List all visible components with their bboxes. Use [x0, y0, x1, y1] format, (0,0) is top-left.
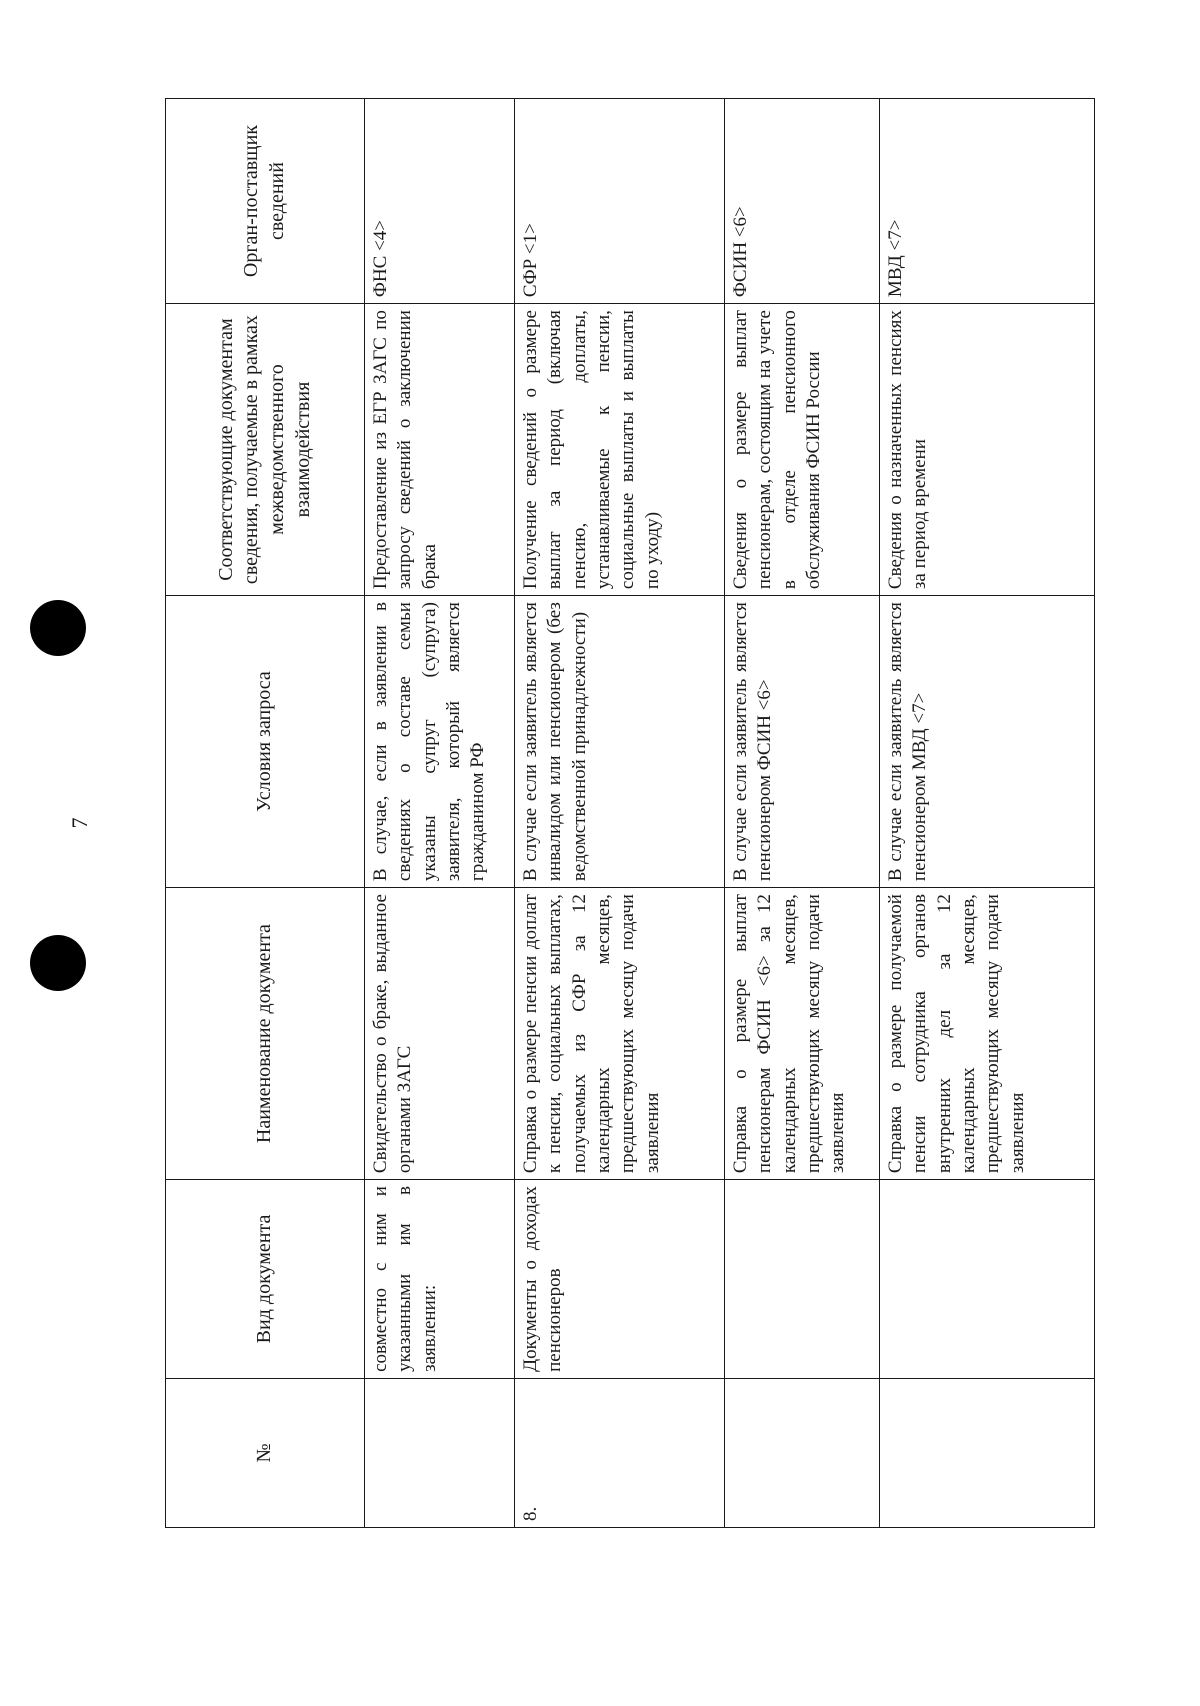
cell-kind: [725, 1180, 880, 1379]
cell-org: МВД <7>: [880, 99, 1095, 304]
table-row: [880, 99, 1095, 1528]
cell-num: [725, 1378, 880, 1527]
cell-kind: [880, 1180, 1095, 1379]
cell-org: ФСИН <6>: [725, 99, 880, 304]
table-header: [166, 99, 365, 1528]
cell-name: Справка о размере получаемой пенсии сотрудника органов внутренних дел за 12 календарных месяцев, предшествующих месяцу подачи заявления: [880, 888, 1095, 1180]
table-body: [365, 99, 1095, 1528]
punch-hole-bottom: [30, 935, 86, 991]
cell-num: 8.: [515, 1378, 725, 1527]
header-info: Соответствующие документам сведения, получаемые в рамках межведомственного взаимодействия: [166, 304, 365, 596]
cell-info: Получение сведений о размере выплат за период (включая пенсию, доплаты, устанавливаемые к пенсии, социальные выплаты и выплаты по уходу): [515, 304, 725, 596]
rotated-table-container: [165, 98, 1085, 1528]
cell-kind: Документы о доходах пенсионеров: [515, 1180, 725, 1379]
cell-conditions: В случае если заявитель является пенсионером МВД <7>: [880, 596, 1095, 888]
punch-hole-top: [30, 600, 86, 656]
cell-info: Сведения о размере выплат пенсионерам, состоящим на учете в отделе пенсионного обслуживания ФСИН России: [725, 304, 880, 596]
cell-info: Предоставление из ЕГР ЗАГС по запросу сведений о заключении брака: [365, 304, 515, 596]
cell-conditions: В случае если заявитель является пенсионером ФСИН <6>: [725, 596, 880, 888]
cell-num: [365, 1378, 515, 1527]
cell-name: Справка о размере пенсии доплат к пенсии, социальных выплатах, получаемых из СФР за 12 календарных месяцев, предшествующих месяцу подачи заявления: [515, 888, 725, 1180]
documents-table: [165, 98, 1095, 1528]
header-org: Орган-поставщик сведений: [166, 99, 365, 304]
table-row: [365, 99, 515, 1528]
cell-kind: совместно с ним и указанными им в заявлении:: [365, 1180, 515, 1379]
header-row: [166, 99, 365, 1528]
header-num: №: [166, 1378, 365, 1527]
table-row: [725, 99, 880, 1528]
header-kind: Вид документа: [166, 1180, 365, 1379]
cell-name: Справка о размере выплат пенсионерам ФСИН <6> за 12 календарных месяцев, предшествующих месяцу подачи заявления: [725, 888, 880, 1180]
cell-conditions: В случае, если в заявлении в сведениях о составе семьи указаны супруг (супруга) заявителя, который является гражданином РФ: [365, 596, 515, 888]
cell-org: ФНС <4>: [365, 99, 515, 304]
page-number: 7: [67, 817, 92, 829]
cell-info: Сведения о назначенных пенсиях за период времени: [880, 304, 1095, 596]
cell-name: Свидетельство о браке, выданное органами ЗАГС: [365, 888, 515, 1180]
table-row: [515, 99, 725, 1528]
header-name: Наименование документа: [166, 888, 365, 1180]
header-conditions: Условия запроса: [166, 596, 365, 888]
cell-org: СФР <1>: [515, 99, 725, 304]
cell-conditions: В случае если заявитель является инвалидом или пенсионером (без ведомственной принадлежности): [515, 596, 725, 888]
cell-num: [880, 1378, 1095, 1527]
